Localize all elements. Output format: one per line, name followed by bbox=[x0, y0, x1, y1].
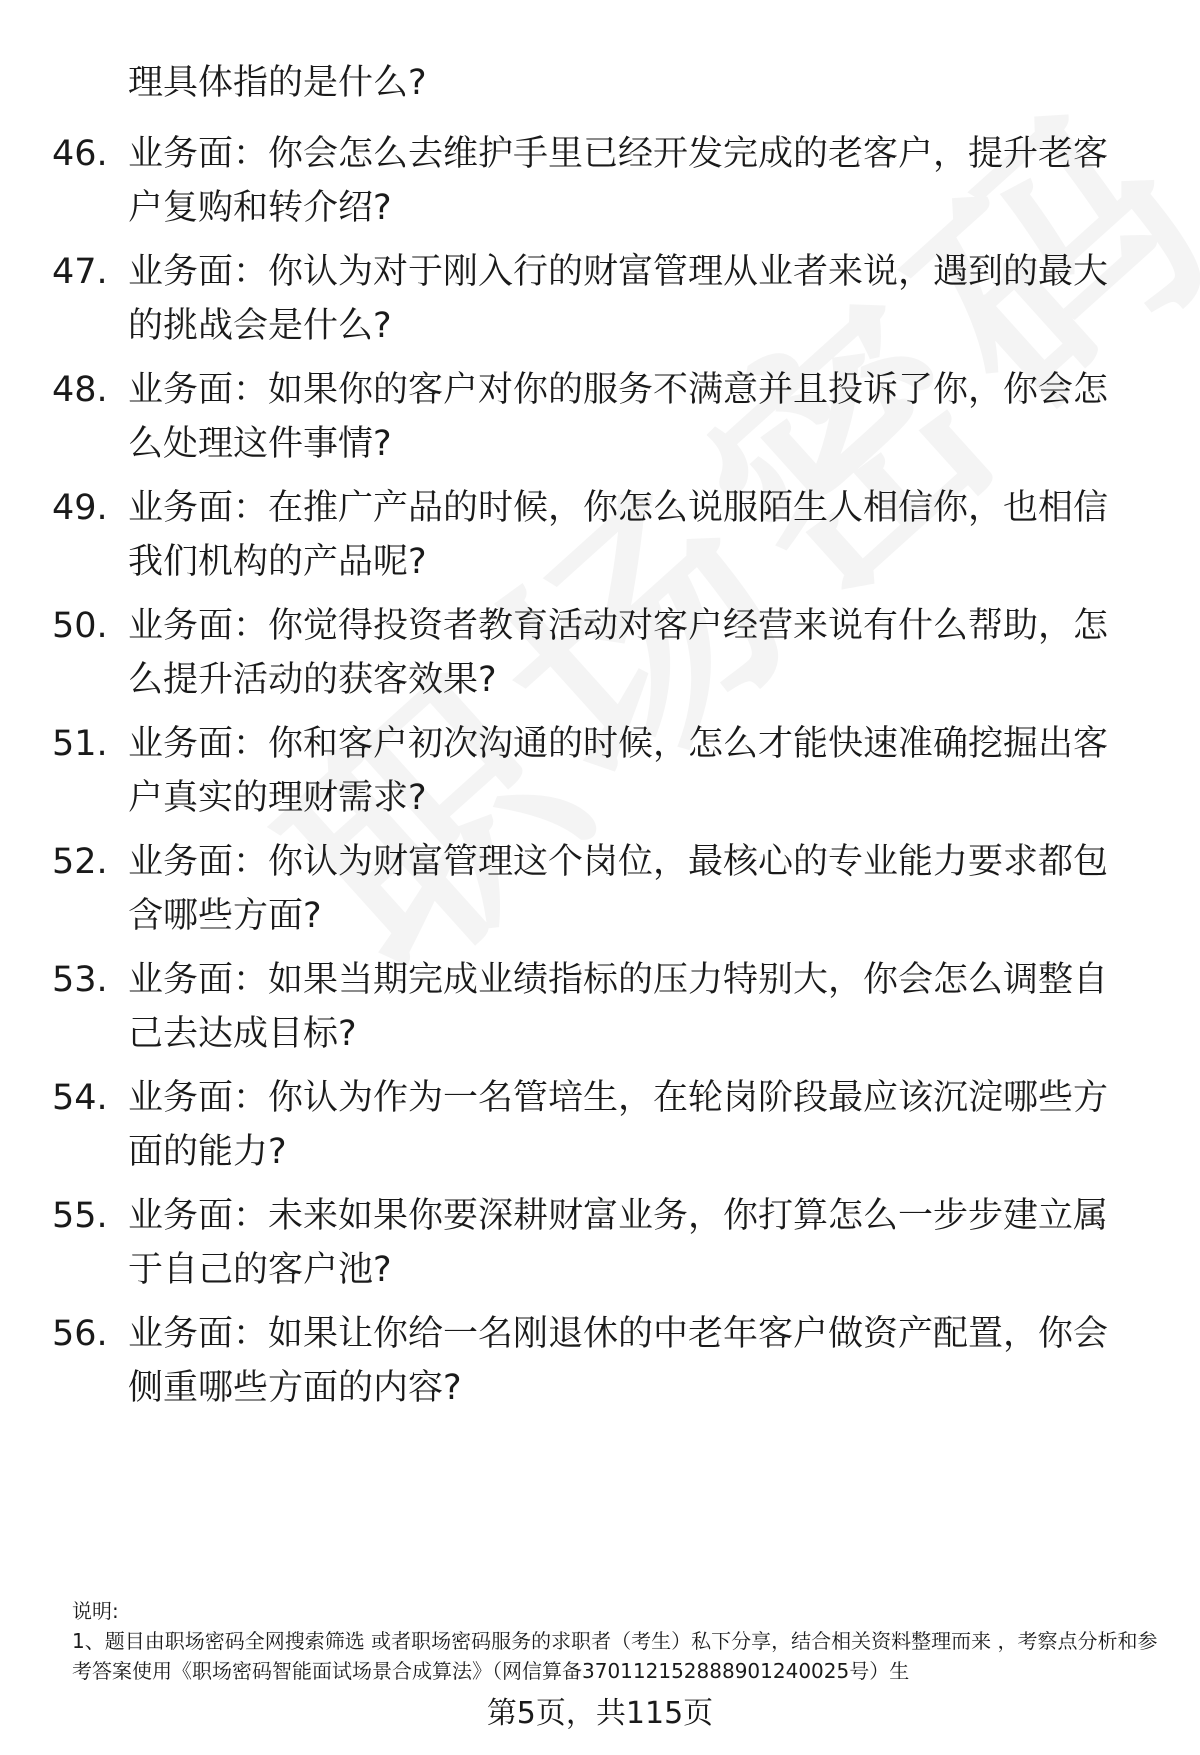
page-number: 第5页，共115页 bbox=[486, 1696, 714, 1731]
question-number: 54. bbox=[52, 1078, 108, 1118]
question-number: 48. bbox=[52, 370, 108, 410]
question-text: 业务面：如果让你给一名刚退休的中老年客户做资产配置，你会侧重哪些方面的内容? bbox=[128, 1314, 1109, 1408]
list-item bbox=[0, 717, 1200, 827]
question-text: 业务面：未来如果你要深耕财富业务，你打算怎么一步步建立属于自己的客户池? bbox=[128, 1196, 1109, 1290]
notes-heading: 说明: bbox=[72, 1599, 119, 1623]
list-item bbox=[0, 599, 1200, 709]
list-item bbox=[0, 1071, 1200, 1181]
question-text: 业务面：你会怎么去维护手里已经开发完成的老客户，提升老客户复购和转介绍? bbox=[128, 134, 1109, 228]
question-text: 业务面：在推广产品的时候，你怎么说服陌生人相信你，也相信我们机构的产品呢? bbox=[128, 488, 1109, 582]
question-number: 49. bbox=[52, 488, 108, 528]
question-number: 50. bbox=[52, 606, 108, 646]
question-text: 业务面：你认为作为一名管培生，在轮岗阶段最应该沉淀哪些方面的能力? bbox=[128, 1078, 1109, 1172]
question-number: 53. bbox=[52, 960, 108, 1000]
question-text: 业务面：你认为对于刚入行的财富管理从业者来说，遇到的最大的挑战会是什么? bbox=[128, 252, 1109, 346]
continuation-line: 理具体指的是什么? bbox=[128, 63, 427, 103]
list-item bbox=[0, 1189, 1200, 1299]
list-item bbox=[0, 245, 1200, 355]
question-text: 业务面：你觉得投资者教育活动对客户经营来说有什么帮助，怎么提升活动的获客效果? bbox=[128, 606, 1109, 700]
question-text: 业务面：如果当期完成业绩指标的压力特别大，你会怎么调整自己去达成目标? bbox=[128, 960, 1109, 1054]
list-item bbox=[0, 1307, 1200, 1417]
question-number: 52. bbox=[52, 842, 108, 882]
list-item bbox=[0, 835, 1200, 945]
question-text: 业务面：如果你的客户对你的服务不满意并且投诉了你，你会怎么处理这件事情? bbox=[128, 370, 1109, 464]
list-item bbox=[0, 363, 1200, 473]
question-number: 56. bbox=[52, 1314, 108, 1354]
notes-line: 1、题目由职场密码全网搜索筛选 或者职场密码服务的求职者（考生）私下分享，结合相关资料整理而来 ，考察点分析和参考答案使用《职场密码智能面试场景合成算法》（网信算备370112152888901240025号）生 bbox=[72, 1629, 1158, 1683]
question-number: 55. bbox=[52, 1196, 108, 1236]
notes-section bbox=[72, 1596, 1162, 1686]
question-text: 业务面：你和客户初次沟通的时候，怎么才能快速准确挖掘出客户真实的理财需求? bbox=[128, 724, 1109, 818]
question-number: 46. bbox=[52, 134, 108, 174]
list-item bbox=[0, 953, 1200, 1063]
list-item bbox=[0, 481, 1200, 591]
list-item bbox=[0, 127, 1200, 237]
question-text: 业务面：你认为财富管理这个岗位，最核心的专业能力要求都包含哪些方面? bbox=[128, 842, 1109, 936]
question-number: 47. bbox=[52, 252, 108, 292]
question-number: 51. bbox=[52, 724, 108, 764]
